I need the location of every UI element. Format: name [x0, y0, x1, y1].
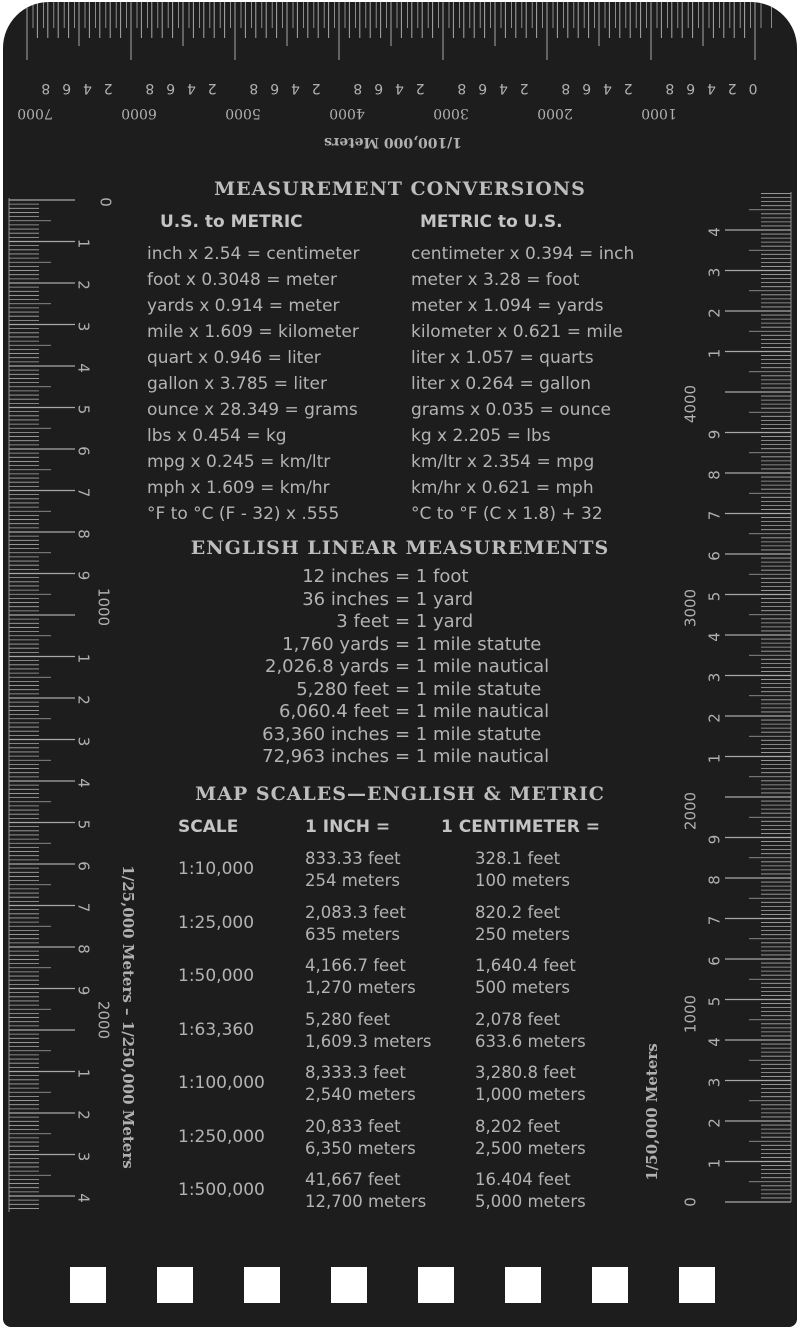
top-ruler-major-label: 5000 [225, 105, 261, 121]
cm-feet-value: 3,280.8 feet [475, 1063, 576, 1082]
right-ruler-minor-label: 1 [705, 753, 724, 764]
us-to-metric-heading: U.S. to METRIC [160, 212, 303, 232]
top-ruler-minor-label: 6 [686, 80, 696, 96]
inch-meters-value: 254 meters [305, 871, 400, 890]
right-ruler-minor-label: 6 [705, 956, 724, 966]
us-to-metric-item: mph x 1.609 = km/hr [147, 478, 330, 498]
punch-hole [418, 1267, 454, 1303]
top-ruler-minor-label: 2 [207, 80, 217, 96]
metric-to-us-item: grams x 0.035 = ounce [411, 400, 611, 420]
linear-right: = 1 foot [395, 566, 469, 587]
punch-hole [157, 1267, 193, 1303]
right-ruler-minor-label: 9 [705, 834, 724, 845]
scale-column-header: SCALE [178, 817, 239, 837]
us-to-metric-item: lbs x 0.454 = kg [147, 426, 287, 446]
metric-to-us-heading: METRIC to U.S. [420, 212, 563, 232]
linear-right: = 1 mile statute [395, 723, 542, 745]
linear-left: 72,963 inches [262, 746, 389, 767]
right-ruler-minor-label: 4 [705, 632, 724, 642]
left-ruler-minor-label: 1 [74, 1068, 93, 1079]
top-ruler-minor-label: 2 [311, 80, 321, 96]
metric-to-us-item: meter x 1.094 = yards [411, 296, 604, 316]
cm-meters-value: 2,500 meters [475, 1138, 586, 1158]
top-ruler-minor-label: 6 [478, 80, 488, 96]
left-ruler-minor-label: 2 [74, 1110, 93, 1120]
scale-value: 1:50,000 [178, 966, 255, 986]
conversions-title: MEASUREMENT CONVERSIONS [214, 178, 586, 200]
scale-value: 1:500,000 [178, 1180, 265, 1200]
top-ruler-minor-label: 4 [290, 80, 300, 96]
inch-meters-value: 12,700 meters [305, 1192, 427, 1211]
right-ruler-scale-label: 1/50,000 Meters [643, 1043, 661, 1181]
right-ruler-minor-label: 5 [705, 591, 724, 602]
top-ruler-major-label: 3000 [433, 105, 469, 121]
linear-left: 3 feet [336, 611, 389, 632]
scale-value: 1:25,000 [178, 912, 255, 933]
left-ruler-minor-label: 4 [74, 363, 93, 373]
left-ruler-minor-label: 1 [74, 653, 93, 664]
left-ruler-minor-label: 4 [74, 1193, 93, 1203]
right-ruler-minor-label: 7 [705, 510, 724, 521]
top-ruler-minor-label: 6 [582, 80, 592, 96]
metric-to-us-item: kilometer x 0.621 = mile [411, 322, 623, 342]
linear-right: = 1 mile nautical [395, 701, 550, 722]
top-ruler-minor-label: 8 [561, 80, 571, 96]
right-ruler-minor-label: 2 [705, 1118, 724, 1128]
metric-to-us-item: km/hr x 0.621 = mph [411, 478, 594, 498]
right-ruler-minor-label: 8 [705, 470, 724, 480]
inch-meters-value: 2,540 meters [305, 1085, 416, 1104]
left-ruler-scale-label: 1/25,000 Meters – 1/250,000 Meters [119, 865, 137, 1169]
top-ruler-minor-label: 8 [145, 80, 155, 96]
cm-meters-value: 633.6 meters [475, 1031, 586, 1051]
cm-meters-value: 1,000 meters [475, 1085, 586, 1104]
top-ruler-major-label: 2000 [537, 105, 573, 121]
right-ruler-minor-label: 1 [705, 348, 724, 359]
left-ruler-minor-label: 6 [74, 446, 93, 456]
top-ruler-minor-label: 8 [41, 80, 51, 96]
metric-to-us-item: km/ltr x 2.354 = mpg [411, 452, 595, 472]
top-ruler-minor-label: 6 [374, 80, 384, 96]
top-ruler-minor-label: 2 [103, 80, 113, 96]
inch-feet-value: 8,333.3 feet [305, 1063, 406, 1082]
top-ruler-major-label: 7000 [17, 105, 53, 121]
top-ruler-major-label: 4000 [329, 105, 365, 121]
left-ruler-minor-label: 9 [74, 570, 93, 581]
inch-feet-value: 833.33 feet [305, 849, 401, 868]
top-ruler-minor-label: 0 [748, 80, 758, 96]
ruler-card [3, 2, 797, 1327]
us-to-metric-item: mpg x 0.245 = km/ltr [147, 452, 331, 472]
punch-hole [331, 1267, 367, 1303]
linear-title: ENGLISH LINEAR MEASUREMENTS [190, 537, 610, 559]
us-to-metric-item: ounce x 28.349 = grams [147, 400, 358, 420]
linear-left: 12 inches [302, 566, 389, 587]
scale-value: 1:100,000 [178, 1073, 265, 1093]
right-ruler-major-label: 4000 [681, 384, 700, 424]
top-ruler-major-label: 6000 [121, 105, 157, 121]
linear-right: = 1 mile nautical [395, 656, 550, 677]
top-ruler-minor-label: 4 [498, 80, 508, 96]
left-ruler-minor-label: 1 [74, 238, 93, 249]
inch-feet-value: 20,833 feet [305, 1116, 401, 1136]
top-ruler-minor-label: 8 [249, 80, 259, 96]
top-ruler-major-label: 1000 [641, 105, 677, 121]
cm-feet-value: 16.404 feet [475, 1170, 571, 1189]
right-ruler-major-label: 1000 [681, 994, 700, 1034]
us-to-metric-item: gallon x 3.785 = liter [147, 374, 327, 394]
right-ruler-major-label: 0 [681, 1197, 700, 1207]
metric-to-us-item: liter x 1.057 = quarts [411, 348, 594, 368]
us-to-metric-item: °F to °C (F - 32) x .555 [147, 504, 340, 524]
right-ruler-minor-label: 4 [705, 227, 724, 237]
top-ruler-minor-label: 4 [602, 80, 612, 96]
inch-feet-value: 2,083.3 feet [305, 902, 406, 922]
left-ruler-major-label: 1000 [94, 587, 113, 627]
us-to-metric-item: quart x 0.946 = liter [147, 348, 321, 368]
left-ruler-minor-label: 3 [74, 736, 93, 747]
left-ruler-minor-label: 8 [74, 944, 93, 954]
left-ruler-minor-label: 8 [74, 529, 93, 539]
linear-left: 6,060.4 feet [279, 701, 389, 722]
right-ruler-minor-label: 9 [705, 429, 724, 440]
linear-left: 1,760 yards [282, 633, 389, 655]
scale-value: 1:63,360 [178, 1019, 255, 1040]
right-ruler-minor-label: 3 [705, 267, 724, 278]
left-ruler-minor-label: 2 [74, 695, 93, 705]
punch-hole [70, 1267, 106, 1303]
left-ruler-minor-label: 9 [74, 985, 93, 996]
inch-meters-value: 1,609.3 meters [305, 1031, 432, 1051]
top-ruler-scale-label: 1/100,000 Meters [323, 134, 463, 150]
right-ruler-minor-label: 5 [705, 996, 724, 1007]
left-ruler-major-label: 0 [96, 197, 115, 207]
map-scales-title: MAP SCALES—ENGLISH & METRIC [195, 783, 605, 805]
punch-hole [679, 1267, 715, 1303]
inch-feet-value: 5,280 feet [305, 1009, 391, 1029]
top-ruler-minor-label: 4 [186, 80, 196, 96]
metric-to-us-item: liter x 0.264 = gallon [411, 374, 591, 394]
linear-left: 36 inches [302, 588, 389, 610]
top-ruler-minor-label: 2 [727, 80, 737, 96]
inch-meters-value: 6,350 meters [305, 1138, 416, 1158]
top-ruler-minor-label: 8 [353, 80, 363, 96]
left-ruler-minor-label: 3 [74, 321, 93, 332]
right-ruler-major-label: 3000 [681, 588, 700, 628]
us-to-metric-item: foot x 0.3048 = meter [147, 270, 337, 290]
top-ruler-minor-label: 2 [623, 80, 633, 96]
linear-left: 2,026.8 yards [265, 656, 389, 677]
metric-to-us-item: °C to °F (C x 1.8) + 32 [411, 504, 603, 524]
left-ruler-minor-label: 5 [74, 404, 93, 415]
inch-meters-value: 1,270 meters [305, 978, 416, 997]
top-ruler-minor-label: 2 [519, 80, 529, 96]
scale-value: 1:250,000 [178, 1126, 265, 1147]
punch-hole [244, 1267, 280, 1303]
top-ruler-minor-label: 6 [62, 80, 72, 96]
left-ruler-minor-label: 3 [74, 1151, 93, 1162]
cm-feet-value: 2,078 feet [475, 1009, 561, 1029]
metric-to-us-item: centimeter x 0.394 = inch [411, 244, 635, 264]
right-ruler-minor-label: 1 [705, 1158, 724, 1169]
right-ruler-minor-label: 4 [705, 1037, 724, 1047]
right-ruler-minor-label: 2 [705, 308, 724, 318]
metric-to-us-item: meter x 3.28 = foot [411, 270, 580, 290]
right-ruler-minor-label: 3 [705, 672, 724, 683]
right-ruler-minor-label: 6 [705, 551, 724, 561]
cm-feet-value: 8,202 feet [475, 1116, 561, 1136]
us-to-metric-item: inch x 2.54 = centimeter [147, 244, 360, 264]
linear-right: = 1 mile statute [395, 678, 542, 700]
metric-to-us-item: kg x 2.205 = lbs [411, 426, 551, 446]
linear-right: = 1 mile nautical [395, 746, 550, 767]
cm-meters-value: 500 meters [475, 978, 570, 997]
top-ruler-minor-label: 8 [665, 80, 675, 96]
inch-column-header: 1 INCH = [305, 817, 391, 837]
punch-hole [592, 1267, 628, 1303]
right-ruler-major-label: 2000 [681, 791, 700, 831]
left-ruler-minor-label: 2 [74, 280, 93, 290]
right-ruler-minor-label: 7 [705, 915, 724, 926]
top-ruler-minor-label: 4 [82, 80, 92, 96]
us-to-metric-item: mile x 1.609 = kilometer [147, 322, 359, 342]
us-to-metric-item: yards x 0.914 = meter [147, 296, 340, 316]
linear-left: 5,280 feet [296, 678, 389, 700]
left-ruler-minor-label: 7 [74, 487, 93, 498]
top-ruler-minor-label: 4 [706, 80, 716, 96]
scale-value: 1:10,000 [178, 859, 255, 879]
left-ruler-minor-label: 6 [74, 861, 93, 871]
cm-meters-value: 5,000 meters [475, 1192, 586, 1211]
linear-right: = 1 yard [395, 611, 474, 632]
linear-left: 63,360 inches [262, 723, 389, 745]
top-ruler-minor-label: 8 [457, 80, 467, 96]
cm-feet-value: 820.2 feet [475, 902, 561, 922]
right-ruler-minor-label: 2 [705, 713, 724, 723]
top-ruler-minor-label: 4 [394, 80, 404, 96]
top-ruler-minor-label: 2 [415, 80, 425, 96]
left-ruler-minor-label: 4 [74, 778, 93, 788]
top-ruler-minor-label: 6 [270, 80, 280, 96]
left-ruler-minor-label: 7 [74, 902, 93, 913]
left-ruler-minor-label: 5 [74, 819, 93, 830]
linear-right: = 1 mile statute [395, 633, 542, 655]
punch-hole [505, 1267, 541, 1303]
left-ruler-major-label: 2000 [94, 1000, 113, 1040]
centimeter-column-header: 1 CENTIMETER = [441, 817, 600, 837]
cm-feet-value: 1,640.4 feet [475, 956, 576, 975]
inch-feet-value: 41,667 feet [305, 1170, 401, 1189]
inch-meters-value: 635 meters [305, 924, 400, 944]
cm-meters-value: 100 meters [475, 871, 570, 890]
cm-meters-value: 250 meters [475, 924, 570, 944]
right-ruler-minor-label: 3 [705, 1077, 724, 1088]
inch-feet-value: 4,166.7 feet [305, 956, 406, 975]
right-ruler-minor-label: 8 [705, 875, 724, 885]
top-ruler-minor-label: 6 [166, 80, 176, 96]
cm-feet-value: 328.1 feet [475, 849, 561, 868]
linear-right: = 1 yard [395, 588, 474, 610]
